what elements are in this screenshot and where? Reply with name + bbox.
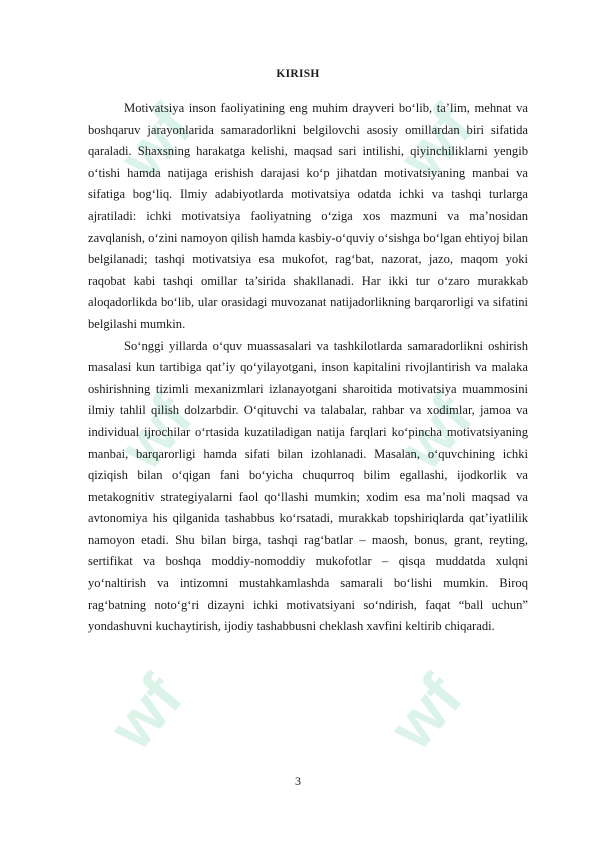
paragraph: So‘nggi yillarda o‘quv muassasalari va tashkilotlarda samaradorlikni oshirish masalasi kun tartibiga qat’iy qo‘yilayotgani, inson kapitalini rivojlantirish va malaka oshirishning tizimli mexanizmlari izlanayotgani sharoitida motivatsiya muammosini ilmiy tahlil qilish dolzarbdir. O‘qituvchi va talabalar, rahbar va xodimlar, jamoa va individual ijrochilar o‘rtasida kuzatiladigan natija farqlari ko‘pincha motivatsiyaning manbai, barqarorligi hamda sifati bilan izohlanadi. Masalan, o‘quvchining ichki qiziqish bilan o‘qigan fani bo‘yicha chuqurroq bilim egallashi, ijodkorlik va metakognitiv strategiyalarni faol qo‘llashi mumkin; xodim esa ma’noli maqsad va avtonomiya his qilganida tashabbus ko‘rsatadi, murakkab topshiriqlarda qat’iyatlilik namoyon etadi. Shu bilan birga, tashqi rag‘batlar – maosh, bonus, grant, reyting, sertifikat va boshqa moddiy-nomoddiy mukofotlar – qisqa muddatda xulqni yo‘naltirish va intizomni mustahkamlashda samarali bo‘lishi mumkin. Biroq rag‘batning noto‘g‘ri dizayni ichki motivatsiyani so‘ndirish, faqat “ball uchun” yondashuvni kuchaytirish, ijodiy tashabbusni cheklash xavfini keltirib chiqaradi. [88,338,528,634]
paragraph: Motivatsiya inson faoliyatining eng muhim drayveri bo‘lib, ta’lim, mehnat va boshqaruv jarayonlarida samaradorlikni belgilovchi asosiy omillardan biri sifatida qaraladi. Shaxsning harakatga kelishi, maqsad sari intilishi, qiyinchiliklarni yengib o‘tishi hamda natijaga erishish darajasi ko‘p jihatdan motivatsiyaning manbai va sifatiga bog‘liq. Ilmiy adabiyotlarda motivatsiya odatda ichki va tashqi turlarga ajratiladi: ichki motivatsiya faoliyatning o‘ziga xos mazmuni va ma’nosidan zavqlanish, o‘zini namoyon qilish hamda kasbiy-o‘quviy o‘sishga bo‘lgan ehtiyoj bilan belgilanadi; tashqi motivatsiya esa mukofot, rag‘bat, nazorat, jazo, maqom yoki raqobat kabi tashqi omillar ta’sirida shakllanadi. Har ikki tur o‘zaro murakkab aloqadorlikda bo‘lib, ular orasidagi muvozanat natijadorlikning barqarorligi va sifatini belgilashi mumkin. [88,101,529,331]
wf-logo-watermark-icon: wf [105,381,206,483]
wf-logo-watermark-icon: wf [375,661,476,763]
wf-logo-watermark-icon: wf [385,91,486,193]
wf-logo-watermark-icon: wf [385,381,486,483]
page-title: KIRISH [276,68,320,80]
wf-logo-watermark-icon: wf [105,91,206,193]
wf-logo-watermark-icon: wf [95,661,196,763]
page-number: 3 [295,774,301,788]
body-text [88,98,528,638]
